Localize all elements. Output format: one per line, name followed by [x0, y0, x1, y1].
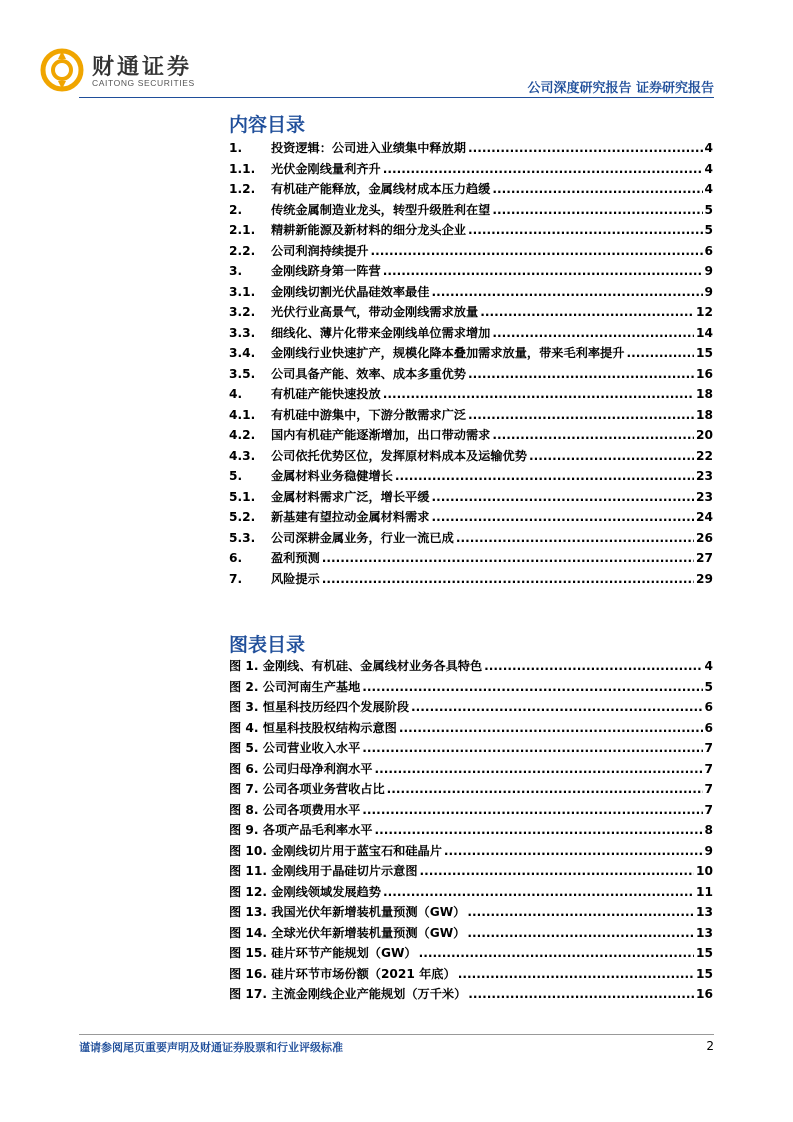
toc-entry[interactable] — [229, 262, 713, 283]
toc-entry[interactable] — [229, 365, 713, 386]
toc-entry[interactable] — [229, 324, 713, 345]
toc-entry-number: 4.2. — [229, 428, 256, 442]
toc-entry-number: 3. — [229, 264, 243, 278]
toc-entry-title: 有机硅中游集中，下游分散需求广泛 — [271, 407, 466, 422]
toc-entry-page: 20 — [696, 428, 713, 442]
toc-entry-number: 5. — [229, 469, 243, 483]
page-number: 2 — [706, 1039, 714, 1053]
toc-entry[interactable] — [229, 447, 713, 468]
toc-title: 内容目录 — [229, 114, 306, 136]
toc-entry-number: 5.2. — [229, 510, 256, 524]
toc-entry-title: 投资逻辑：公司进入业绩集中释放期 — [271, 141, 466, 155]
figure-entry-title: 图 15. 硅片环节产能规划（GW） — [229, 946, 417, 960]
toc-entry-number: 5.3. — [229, 530, 256, 545]
toc-entry-number: 4.3. — [229, 448, 256, 463]
dot-leader — [362, 680, 702, 694]
toc-entry-number: 1.1. — [229, 161, 256, 176]
toc-entry-number: 6. — [229, 551, 243, 565]
toc-entry-title: 公司依托优势区位，发挥原材料成本及运输优势 — [271, 448, 527, 463]
toc-entry-title: 有机硅产能释放，金属线材成本压力趋缓 — [271, 182, 491, 196]
toc-entry-title: 公司具备产能、效率、成本多重优势 — [271, 366, 466, 381]
dot-leader — [458, 967, 694, 981]
toc-entry-number: 4.1. — [229, 407, 256, 422]
figure-entry-title: 图 10. 金刚线切片用于蓝宝石和硅晶片 — [229, 843, 442, 858]
dot-leader — [411, 700, 702, 714]
figure-entry-page: 7 — [704, 741, 713, 755]
toc-entry-title: 公司深耕金属业务，行业一流已成 — [271, 530, 454, 545]
toc-entry[interactable] — [229, 570, 713, 591]
toc-entry[interactable] — [229, 385, 713, 406]
dot-leader — [492, 203, 702, 217]
toc-entry-page: 4 — [704, 161, 713, 176]
figure-entry-title: 图 2. 公司河南生产基地 — [229, 679, 361, 694]
toc-entry[interactable] — [229, 139, 713, 160]
toc-entry-number: 3.5. — [229, 366, 256, 381]
figure-entry-page: 8 — [704, 823, 713, 837]
figure-entry-title: 图 3. 恒星科技历经四个发展阶段 — [229, 700, 410, 714]
toc-entry-title: 国内有机硅产能逐渐增加，出口带动需求 — [271, 428, 491, 442]
toc-entry[interactable] — [229, 406, 713, 427]
toc-entry[interactable] — [229, 160, 713, 181]
toc-entry[interactable] — [229, 549, 713, 570]
figure-entry-page: 7 — [704, 782, 713, 796]
toc-entry-page: 18 — [696, 407, 713, 422]
dot-leader — [444, 844, 703, 858]
company-logo — [40, 48, 260, 96]
toc-entry-number: 7. — [229, 571, 243, 586]
dot-leader — [322, 551, 694, 565]
dot-leader — [480, 305, 694, 319]
figure-entry-title: 图 9. 各项产品毛利率水平 — [229, 823, 373, 837]
toc-entry-number: 1.2. — [229, 182, 256, 196]
figure-entry[interactable] — [229, 760, 713, 781]
toc-entry-page: 9 — [704, 264, 713, 278]
toc-entry-number: 2. — [229, 202, 243, 217]
dot-leader — [399, 721, 703, 735]
dot-leader — [626, 346, 694, 360]
toc-entry-page: 23 — [696, 469, 713, 483]
dot-leader — [383, 264, 703, 278]
toc-entry-title: 金属材料需求广泛，增长平缓 — [271, 489, 430, 504]
toc-entry-title: 金属材料业务稳健增长 — [271, 469, 393, 483]
figure-entry-title: 图 12. 金刚线领域发展趋势 — [229, 884, 381, 899]
dot-leader — [383, 162, 703, 176]
figure-entry-title: 图 17. 主流金刚线企业产能规划（万千米） — [229, 987, 467, 1001]
figure-entry-page: 13 — [696, 925, 713, 940]
toc-entry-page: 26 — [696, 530, 713, 545]
figure-entry-page: 15 — [696, 966, 713, 981]
figure-entry-page: 16 — [696, 987, 713, 1001]
dot-leader — [322, 572, 694, 586]
dot-leader — [468, 367, 694, 381]
figure-entry-title: 图 7. 公司各项业务营收占比 — [229, 782, 385, 796]
toc-list — [229, 139, 713, 590]
toc-entry-page: 9 — [704, 284, 713, 299]
figure-list — [229, 657, 713, 1006]
figure-entry-page: 6 — [704, 700, 713, 714]
logo-chinese-name: 财通证券 — [92, 55, 193, 80]
toc-entry-title: 有机硅产能快速投放 — [271, 387, 381, 401]
figure-entry[interactable] — [229, 883, 713, 904]
toc-entry-title: 新基建有望拉动金属材料需求 — [271, 510, 430, 524]
figure-entry-page: 10 — [696, 864, 713, 878]
dot-leader — [383, 387, 694, 401]
dot-leader — [467, 905, 694, 919]
figure-entry-title: 图 5. 公司营业收入水平 — [229, 741, 361, 755]
toc-entry[interactable] — [229, 303, 713, 324]
toc-entry-number: 3.2. — [229, 305, 256, 319]
dot-leader — [395, 469, 694, 483]
dot-leader — [374, 823, 702, 837]
report-type: 公司深度研究报告 证券研究报告 — [527, 81, 714, 96]
toc-entry[interactable] — [229, 529, 713, 550]
dot-leader — [419, 946, 694, 960]
dot-leader — [468, 141, 703, 155]
toc-entry-title: 盈利预测 — [271, 551, 320, 565]
figure-entry[interactable] — [229, 965, 713, 986]
footer-disclaimer[interactable]: 谨请参阅尾页重要声明及财通证券股票和行业评级标准 — [79, 1041, 343, 1054]
dot-leader — [484, 659, 702, 673]
dot-leader — [387, 782, 703, 796]
dot-leader — [374, 762, 702, 776]
toc-entry-title: 风险提示 — [271, 571, 320, 586]
toc-entry-page: 24 — [696, 510, 713, 524]
toc-entry-page: 27 — [696, 551, 713, 565]
toc-entry-title: 光伏行业高景气，带动金刚线需求放量 — [271, 305, 479, 319]
toc-entry-page: 6 — [704, 243, 713, 258]
figure-entry[interactable] — [229, 801, 713, 822]
figure-entry[interactable] — [229, 862, 713, 883]
toc-entry-number: 3.1. — [229, 284, 256, 299]
toc-entry[interactable] — [229, 426, 713, 447]
toc-entry-page: 5 — [704, 202, 713, 217]
figure-entry[interactable] — [229, 698, 713, 719]
toc-entry-page: 15 — [696, 346, 713, 360]
toc-entry-page: 5 — [704, 223, 713, 237]
figure-entry[interactable] — [229, 739, 713, 760]
figures-title: 图表目录 — [229, 634, 306, 656]
figure-entry-page: 7 — [704, 761, 713, 776]
toc-entry-number: 2.1. — [229, 223, 256, 237]
dot-leader — [431, 285, 702, 299]
figure-entry-title: 图 11. 金刚线用于晶硅切片示意图 — [229, 864, 418, 878]
toc-entry-number: 2.2. — [229, 243, 256, 258]
dot-leader — [529, 449, 694, 463]
figure-entry-title: 图 4. 恒星科技股权结构示意图 — [229, 720, 397, 735]
toc-entry[interactable] — [229, 221, 713, 242]
figure-entry-title: 图 13. 我国光伏年新增装机量预测（GW） — [229, 905, 466, 919]
toc-entry-number: 1. — [229, 141, 243, 155]
logo-english-name: CAITONG SECURITIES — [92, 78, 195, 88]
figure-entry-page: 5 — [704, 679, 713, 694]
toc-entry-title: 传统金属制造业龙头，转型升级胜利在望 — [271, 202, 491, 217]
dot-leader — [362, 803, 702, 817]
dot-leader — [492, 326, 694, 340]
toc-entry-title: 金刚线行业快速扩产，规模化降本叠加需求放量，带来毛利率提升 — [271, 346, 625, 360]
dot-leader — [468, 987, 694, 1001]
toc-entry[interactable] — [229, 488, 713, 509]
toc-entry-page: 22 — [696, 448, 713, 463]
figure-entry-title: 图 16. 硅片环节市场份额（2021 年底） — [229, 966, 456, 981]
dot-leader — [467, 926, 694, 940]
toc-entry-number: 5.1. — [229, 489, 256, 504]
figure-entry[interactable] — [229, 985, 713, 1006]
toc-entry[interactable] — [229, 283, 713, 304]
dot-leader — [468, 408, 694, 422]
toc-entry-page: 16 — [696, 366, 713, 381]
toc-entry-page: 14 — [696, 325, 713, 340]
figure-entry-page: 6 — [704, 720, 713, 735]
figure-entry-page: 13 — [696, 905, 713, 919]
toc-entry-title: 金刚线跻身第一阵营 — [271, 264, 381, 278]
figure-entry-title: 图 6. 公司归母净利润水平 — [229, 761, 373, 776]
header-divider — [79, 97, 714, 98]
figure-entry-title: 图 8. 公司各项费用水平 — [229, 802, 361, 817]
toc-entry-number: 3.4. — [229, 346, 256, 360]
toc-entry-page: 4 — [704, 141, 713, 155]
toc-entry-page: 23 — [696, 489, 713, 504]
figure-entry-page: 11 — [696, 884, 713, 899]
figure-entry[interactable] — [229, 678, 713, 699]
dot-leader — [431, 490, 694, 504]
dot-leader — [492, 182, 702, 196]
toc-entry-title: 公司利润持续提升 — [271, 243, 369, 258]
figure-entry[interactable] — [229, 821, 713, 842]
figure-entry[interactable] — [229, 842, 713, 863]
toc-entry-page: 12 — [696, 305, 713, 319]
toc-entry-page: 29 — [696, 571, 713, 586]
dot-leader — [371, 244, 703, 258]
figure-entry[interactable] — [229, 719, 713, 740]
dot-leader — [468, 223, 703, 237]
figure-entry[interactable] — [229, 903, 713, 924]
dot-leader — [456, 531, 694, 545]
dot-leader — [492, 428, 694, 442]
toc-entry[interactable] — [229, 467, 713, 488]
dot-leader — [362, 741, 702, 755]
toc-entry[interactable] — [229, 344, 713, 365]
figure-entry[interactable] — [229, 780, 713, 801]
figure-entry-page: 9 — [704, 843, 713, 858]
figure-entry-title: 图 1. 金刚线、有机硅、金属线材业务各具特色 — [229, 659, 483, 673]
toc-entry-title: 光伏金刚线量利齐升 — [271, 161, 381, 176]
caitong-logo-icon — [40, 48, 84, 92]
toc-entry-title: 细线化、薄片化带来金刚线单位需求增加 — [271, 325, 491, 340]
toc-entry[interactable] — [229, 242, 713, 263]
figure-entry[interactable] — [229, 944, 713, 965]
figure-entry[interactable] — [229, 657, 713, 678]
toc-entry[interactable] — [229, 201, 713, 222]
toc-entry-number: 4. — [229, 387, 243, 401]
dot-leader — [383, 885, 694, 899]
figure-entry-title: 图 14. 全球光伏年新增装机量预测（GW） — [229, 925, 466, 940]
figure-entry-page: 4 — [704, 659, 713, 673]
dot-leader — [420, 864, 695, 878]
figure-entry[interactable] — [229, 924, 713, 945]
toc-entry[interactable] — [229, 180, 713, 201]
footer-divider — [79, 1034, 714, 1035]
toc-entry-title: 精耕新能源及新材料的细分龙头企业 — [271, 223, 466, 237]
figure-entry-page: 7 — [704, 802, 713, 817]
toc-entry-page: 4 — [704, 182, 713, 196]
toc-entry[interactable] — [229, 508, 713, 529]
dot-leader — [431, 510, 694, 524]
toc-entry-title: 金刚线切割光伏晶硅效率最佳 — [271, 284, 430, 299]
toc-entry-page: 18 — [696, 387, 713, 401]
toc-entry-number: 3.3. — [229, 325, 256, 340]
figure-entry-page: 15 — [696, 946, 713, 960]
